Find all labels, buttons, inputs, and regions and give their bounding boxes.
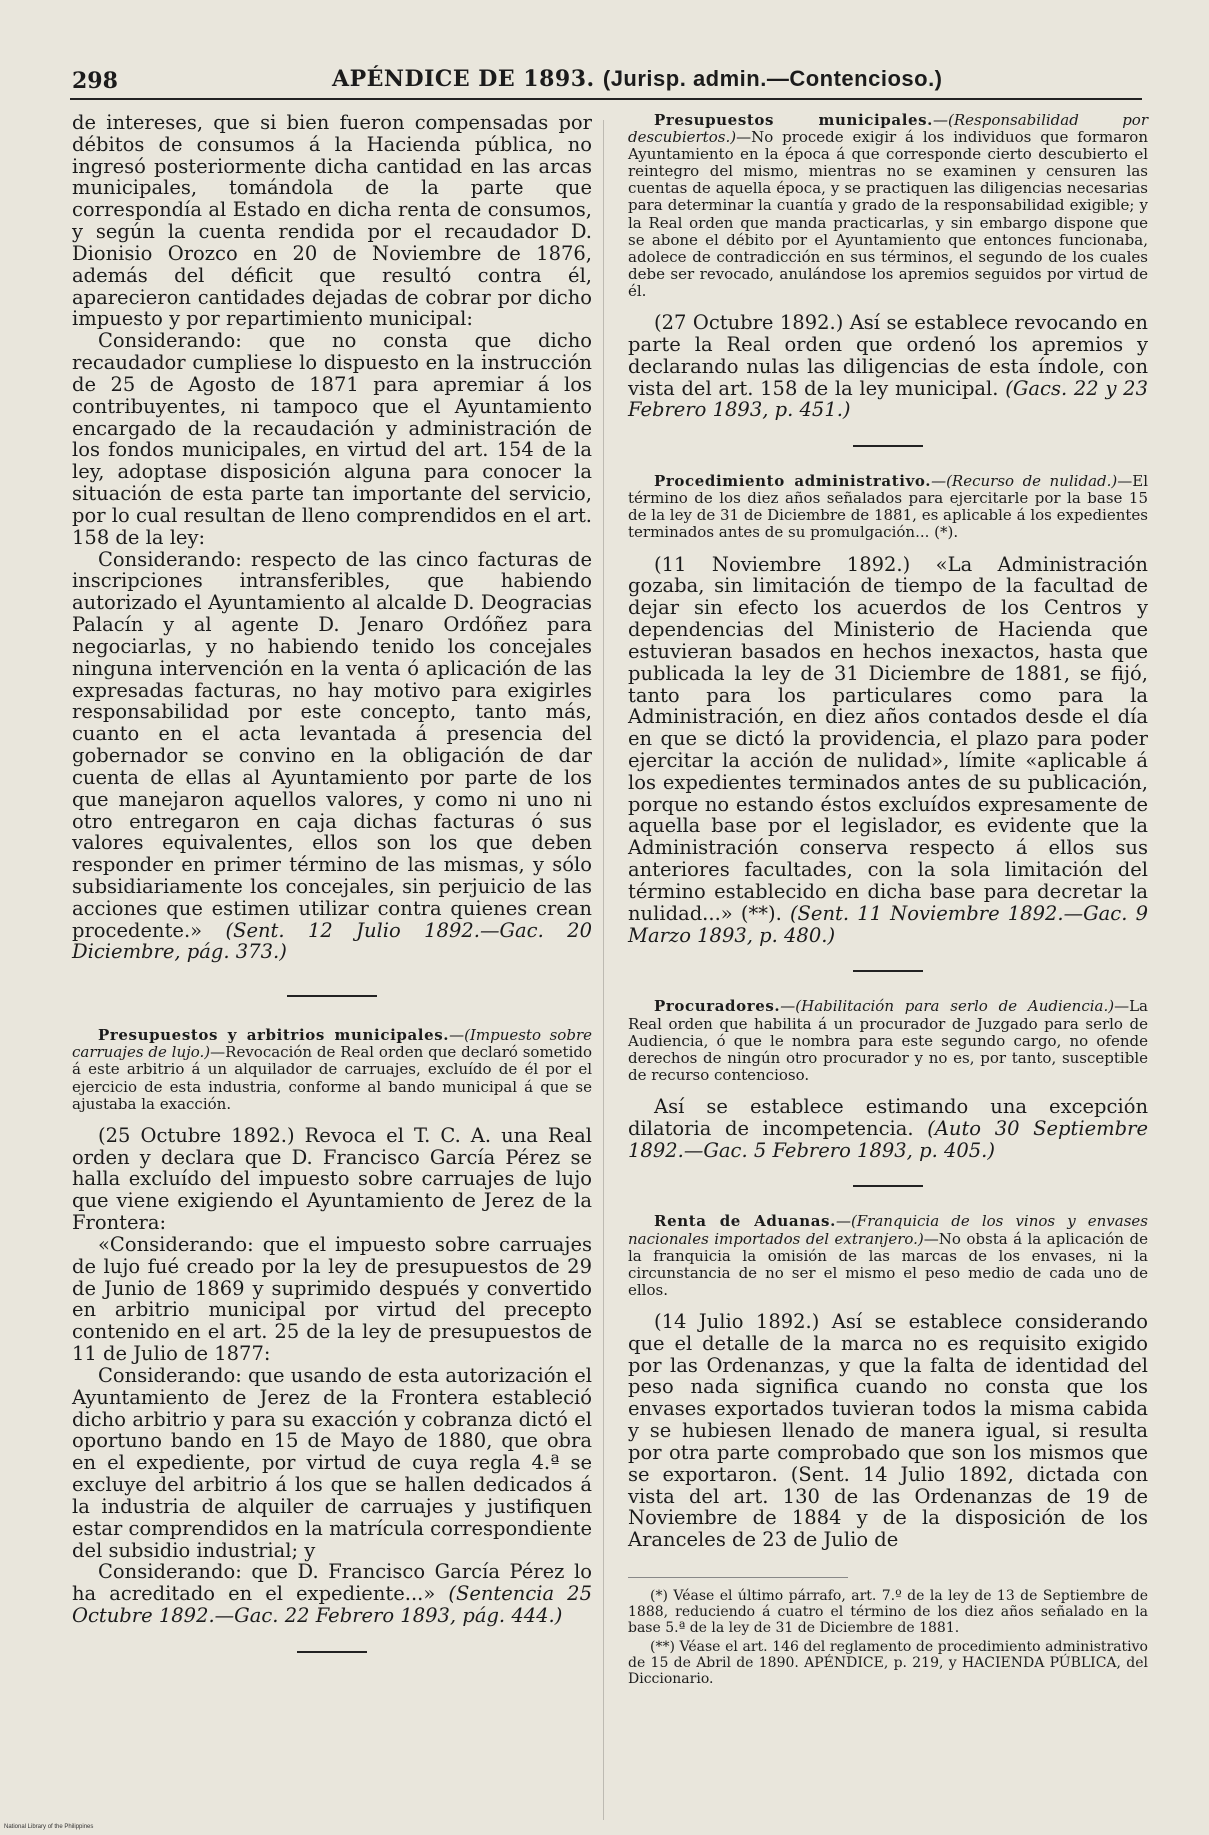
page-header <box>72 60 1142 102</box>
entry-summary-text: —Revocación de Real orden que declaró sometido á este arbitrio á un alquilador de carruajes, excluído de él por el ejercicio de esta industria, conforme al bando municipal á que se ajustaba la exacción. <box>72 1043 593 1113</box>
entry-subject: —(Impuesto sobre carruajes de lujo.) <box>72 1026 592 1062</box>
paragraph-text: (11 Noviembre 1892.) «La Administración gozaba, sin limitación de tiempo de la facultad de dejar sin efecto los acuerdos de los Centros y dependencias del Ministerio de Hacienda que estuvieran basados en hechos inexactos, hasta que publicada la ley de 31 Diciembre de 1881, se fijó, tanto para los particulares como para la Administración, en diez años contados desde el día en que se dictó la providencia, el plazo para poder ejercitar la acción de nulidad», límite «aplicable á los expedientes terminados antes de su publicación, porque no estando éstos excluídos expresamente de aquella base por el legislador, es evidente que la Administración conserva respecto á ellos sus anteriores facultades, con la sola limitación del término establecido en dicha base para decretar la nulidad...» (**). <box>628 552 1148 925</box>
page-number: 298 <box>72 68 118 94</box>
entry-headword: Procedimiento administrativo. <box>654 472 932 491</box>
left-column <box>72 112 592 1679</box>
paragraph <box>628 312 1148 421</box>
paragraph <box>72 1561 592 1626</box>
entry-headword: Renta de Aduanas. <box>654 1212 836 1231</box>
entry-summary <box>628 112 1148 300</box>
running-title-text: APÉNDICE DE 1893. <box>332 66 595 92</box>
paragraph: Considerando: que usando de esta autorización el Ayuntamiento de Jerez de la Frontera estableció dicho arbitrio y para su exacción y cobranza dictó el oportuno bando en 15 de Mayo de 1880, que obra en el expediente, por virtud de cuya regla 4.ª se excluye del arbitrio á los que se hallen dedicados á la industria de alquiler de carruajes y justifiquen estar comprendidos en la matrícula correspondiente del subsidio industrial; y <box>72 1363 593 1562</box>
right-column <box>628 112 1148 1689</box>
citation: (Sentencia 25 Octubre 1892.—Gac. 22 Febrero 1893, pág. 444.) <box>72 1582 592 1627</box>
citation: (Sent. 12 Julio 1892.—Gac. 20 Diciembre, pág. 373.) <box>72 918 592 964</box>
paragraph: «Considerando: que el impuesto sobre carruajes de lujo fué creado por la ley de presupuestos de 29 de Junio de 1869 y suprimido después y convertido en arbitrio municipal por virtud del precepto contenido en el art. 25 de la ley de presupuestos de 11 de Julio de 1877: <box>72 1232 592 1366</box>
entry-summary <box>72 1027 592 1112</box>
scan-attribution: National Library of the Philippines <box>4 1824 94 1830</box>
entry-headword: Presupuestos municipales. <box>654 111 934 129</box>
paragraph <box>628 1311 1148 1551</box>
paragraph-text: Así se establece estimando una excepción dilatoria de incompetencia. <box>628 1094 1148 1140</box>
header-rule <box>70 98 1142 100</box>
citation: (Sent. 14 Julio 1892, dictada con vista del art. 130 de las Ordenanzas de 19 de Noviembre de 1884 y de la disposición de los Aranceles de 23 de Julio de <box>628 1462 1149 1552</box>
paragraph-text: Considerando: que D. Francisco García Pérez lo ha acreditado en el expediente...» <box>72 1560 592 1606</box>
entry-subject: —(Habilitación para serlo de Audiencia.) <box>780 997 1115 1016</box>
citation: (Auto 30 Septiembre 1892.—Gac. 5 Febrero 1893, p. 405.) <box>628 1116 1148 1162</box>
running-title-section: (Jurisp. admin.—Contencioso.) <box>602 66 943 91</box>
entry-summary-text: —La Real orden que habilita á un procurador de Juzgado para serlo de Audiencia, ó que le nombra para este segundo cargo, no ofende derechos de ningún otro procurador y no es, por tanto, susceptible de recurso contencioso. <box>628 997 1148 1084</box>
entry-headword: Presupuestos y arbitrios municipales. <box>98 1026 450 1045</box>
entry-summary <box>628 473 1148 541</box>
entry-subject: —(Recurso de nulidad.) <box>931 472 1118 491</box>
footnote: (*) Véase el último párrafo, art. 7.º de la ley de 13 de Septiembre de 1888, reduciendo á cuatro el término de los diez años señalado en la base 5.ª de la ley de 31 de Diciembre de 1881. <box>628 1587 1148 1637</box>
entry-summary <box>628 1213 1148 1298</box>
paragraph <box>72 549 592 964</box>
entry-summary-text: —No obsta á la aplicación de la franquicia la omisión de las marcas de los envases, ni la circunstancia de no ser el mismo el peso medio de cada uno de ellos. <box>628 1229 1148 1299</box>
footnote-rule <box>628 1577 848 1588</box>
paragraph-text: (27 Octubre 1892.) Así se establece revocando en parte la Real orden que ordenó los apremios y declarando nulas las diligencias de esta índole, con vista del art. 158 de la ley municipal. <box>628 311 1148 400</box>
entry-subject: —(Responsabilidad por descubiertos.) <box>628 111 1148 147</box>
entry-summary-text: —No procede exigir á los individuos que formaron Ayuntamiento en la época á que corresponde cierto descubierto el reintegro del mismo, mientras no se examinen y censuren las cuentas de aquella época, y se practiquen las diligencias necesarias para determinar la cuantía y grado de la responsabilidad exigible; y la Real orden que manda practicarlas, y sin embargo dispone que se abone el débito por el Ayuntamiento que entonces funcionaba, adolece de contradicción en sus términos, el segundo de los cuales debe ser revocado, anulándose los apremios seguidos por virtud de él. <box>628 128 1148 300</box>
paragraph-text: Considerando: respecto de las cinco facturas de inscripciones intransferibles, que habiendo autorizado el Ayuntamiento al alcalde D. Deogracias Palacín y al agente D. Jenaro Ordóñez para negociarlas, y no habiendo tenido los concejales ninguna intervención en la venta ó aplicación de las expresadas facturas, no hay motivo para exigirles responsabilidad por este concepto, tanto más, cuanto en el acta levantada á presencia del gobernador se convino en la obligación de dar cuenta de ellas al Ayuntamiento por parte de los que manejaron aquellos valores, y como ni uno ni otro entregaron en caja dichas facturas ó sus valores equivalentes, ellos son los que deben responder en primer término de las mismas, y sólo subsidiariamente los concejales, sin perjuicio de las acciones que estimen utilizar contra quienes crean procedente.» <box>72 547 592 942</box>
section-rule <box>853 1185 923 1187</box>
running-title <box>332 66 943 92</box>
paragraph: (25 Octubre 1892.) Revoca el T. C. A. una Real orden y declara que D. Francisco García Pérez se halla excluído del impuesto sobre carruajes de lujo que viene exigiendo el Ayuntamiento de Jerez de la Frontera: <box>72 1123 592 1235</box>
section-rule <box>853 970 923 972</box>
entry-summary-text: —El término de los diez años señalados para ejercitarle por la base 15 de la ley de 31 de Diciembre de 1881, es aplicable á los expedientes terminados antes de su promulgación... (*). <box>628 472 1148 542</box>
paragraph <box>628 1096 1148 1161</box>
entry-subject: —(Franquicia de los vinos y envases nacionales importados del extranjero.) <box>628 1212 1148 1248</box>
footnote: (**) Véase el art. 146 del reglamento de procedimiento administrativo de 15 de Abril de 1890. APÉNDICE, p. 219, y HACIENDA PÚBLICA, del Diccionario. <box>628 1638 1148 1688</box>
paragraph: Considerando: que no consta que dicho recaudador cumpliese lo dispuesto en la instrucción de 25 de Agosto de 1871 para apremiar á los contribuyentes, ni tampoco que el Ayuntamiento encargado de la recaudación y administración de los fondos municipales, en virtud del art. 154 de la ley, adoptase disposición alguna para conocer la situación de esta parte tan importante del servicio, por lo cual resultan de lleno comprendidos en el art. 158 de la ley: <box>72 329 592 549</box>
citation: (Gacs. 22 y 23 Febrero 1893, p. 451.) <box>628 376 1148 422</box>
section-rule <box>853 445 923 447</box>
citation: (Sent. 11 Noviembre 1892.—Gac. 9 Marzo 1893, p. 480.) <box>628 901 1148 947</box>
paragraph: de intereses, que si bien fueron compensadas por débitos de consumos á la Hacienda pública, no ingresó posteriormente dicha cantidad en las arcas municipales, tomándola de la parte que correspondía al Estado en dicha renta de consumos, y según la cuenta rendida por el recaudador D. Dionisio Orozco en 20 de Noviembre de 1876, además del déficit que resultó contra él, aparecieron cantidades dejadas de cobrar por dicho impuesto y por repartimiento municipal: <box>72 111 592 331</box>
column-divider <box>603 120 604 1820</box>
section-rule <box>297 1651 367 1653</box>
paragraph-text: (14 Julio 1892.) Así se establece considerando que el detalle de la marca no es requisito exigido por las Ordenanzas, y que la falta de identidad del peso nada significa cuando no consta que los envases exportados tuvieran todos la misma cabida y se hubiesen llenado de manera igual, si resulta por otra parte comprobado que son los mismos que se exportaron. <box>628 1309 1148 1486</box>
entry-headword: Procuradores. <box>654 997 781 1016</box>
entry-summary <box>628 998 1148 1083</box>
paragraph <box>628 554 1148 947</box>
section-rule <box>287 995 377 997</box>
